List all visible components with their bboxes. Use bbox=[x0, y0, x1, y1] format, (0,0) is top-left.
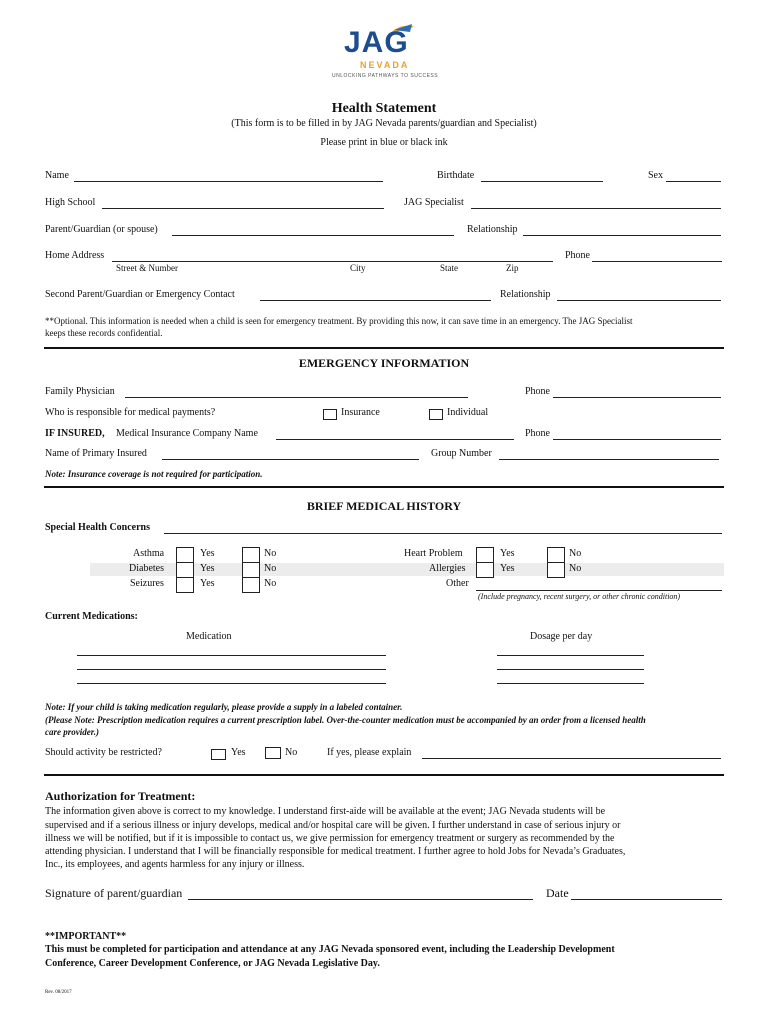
emergency-heading: EMERGENCY INFORMATION bbox=[298, 356, 470, 370]
restrict-yes-checkbox[interactable] bbox=[211, 749, 226, 760]
logo-sub: NEVADA bbox=[360, 60, 410, 70]
name-field[interactable] bbox=[74, 181, 383, 182]
insurance-note: Note: Insurance coverage is not required for participation. bbox=[45, 469, 263, 479]
logo-tagline: UNLOCKING PATHWAYS TO SUCCESS bbox=[332, 73, 439, 79]
condition-label: Heart Problem bbox=[404, 548, 463, 559]
name-label: Name bbox=[45, 170, 69, 181]
restrict-yes-label: Yes bbox=[231, 747, 246, 758]
yes-label: Yes bbox=[500, 563, 515, 574]
physician-phone-field[interactable] bbox=[553, 397, 721, 398]
important-text-2: Conference, Career Development Conference, or JAG Nevada Legislative Day. bbox=[45, 958, 380, 969]
sex-field[interactable] bbox=[666, 181, 721, 182]
yes-label: Yes bbox=[200, 548, 215, 559]
asthma-yes-box[interactable] bbox=[176, 547, 194, 563]
medication-field[interactable] bbox=[77, 655, 386, 656]
group-number-field[interactable] bbox=[499, 459, 719, 460]
no-label: No bbox=[569, 563, 582, 574]
authorization-text-2: supervised and if a serious illness or injury develops, medical and/or hospital care will be given. I further understand in case of serious injury or bbox=[45, 820, 621, 831]
individual-label: Individual bbox=[447, 407, 489, 418]
yes-label: Yes bbox=[200, 578, 215, 589]
primary-insured-field[interactable] bbox=[162, 459, 419, 460]
authorization-text-3: illness we will be notified, but if it is impossible to contact us, we give permission for emergency treatment or surgery as recommended by the bbox=[45, 833, 615, 844]
dosage-field[interactable] bbox=[497, 669, 644, 670]
optional-note-cont: keeps these records confidential. bbox=[45, 328, 163, 338]
state-caption: State bbox=[440, 263, 458, 273]
date-label: Date bbox=[546, 886, 569, 900]
zip-caption: Zip bbox=[506, 263, 519, 273]
home-phone-label: Phone bbox=[565, 250, 590, 261]
authorization-text-4: attending physician. I understand that I will be financially responsible for medical treatment. I further agree to hold Jobs for Nevada’s Graduates, bbox=[45, 846, 626, 857]
heart-no-box[interactable] bbox=[547, 547, 565, 563]
authorization-heading: Authorization for Treatment: bbox=[45, 789, 196, 803]
explain-field[interactable] bbox=[422, 758, 721, 759]
home-phone-field[interactable] bbox=[592, 261, 722, 262]
birthdate-label: Birthdate bbox=[437, 170, 475, 181]
other-condition-field[interactable] bbox=[476, 590, 722, 591]
logo-brand: JAG bbox=[344, 26, 409, 59]
optional-note: **Optional. This information is needed when a child is seen for emergency treatment. By providing this now, it can save time in an emergency. The JAG Specialist bbox=[45, 316, 633, 326]
insurance-company-label: Medical Insurance Company Name bbox=[116, 428, 258, 439]
medication-header: Medication bbox=[186, 631, 232, 642]
special-concerns-label: Special Health Concerns bbox=[45, 522, 150, 533]
seizures-no-box[interactable] bbox=[242, 577, 260, 593]
authorization-text-5: Inc., its employees, and agents harmless for any injury or illness. bbox=[45, 859, 305, 870]
medications-title: Current Medications: bbox=[45, 611, 138, 622]
allergies-yes-box[interactable] bbox=[476, 562, 494, 578]
signature-label: Signature of parent/guardian bbox=[45, 886, 183, 900]
insurance-phone-label: Phone bbox=[525, 428, 550, 439]
city-caption: City bbox=[350, 263, 366, 273]
important-title: **IMPORTANT** bbox=[45, 931, 127, 942]
yes-label: Yes bbox=[500, 548, 515, 559]
medication-note: Note: If your child is taking medication regularly, please provide a supply in a labeled container. bbox=[45, 702, 403, 712]
revision-date: Rev. 08/2017 bbox=[45, 990, 72, 995]
ink-instruction: Please print in blue or black ink bbox=[320, 137, 448, 148]
prescription-note-cont: care provider.) bbox=[45, 727, 99, 737]
section-divider bbox=[44, 486, 724, 488]
dosage-field[interactable] bbox=[497, 683, 644, 684]
condition-label: Seizures bbox=[130, 578, 164, 589]
relationship2-field[interactable] bbox=[557, 300, 721, 301]
insurance-checkbox[interactable] bbox=[323, 409, 337, 420]
physician-label: Family Physician bbox=[45, 386, 115, 397]
individual-checkbox[interactable] bbox=[429, 409, 443, 420]
yes-label: Yes bbox=[200, 563, 215, 574]
dosage-header: Dosage per day bbox=[530, 631, 593, 642]
high-school-label: High School bbox=[45, 197, 96, 208]
relationship-field[interactable] bbox=[523, 235, 721, 236]
specialist-field[interactable] bbox=[471, 208, 721, 209]
group-number-label: Group Number bbox=[431, 448, 492, 459]
section-divider bbox=[44, 347, 724, 349]
explain-label: If yes, please explain bbox=[327, 747, 412, 758]
high-school-field[interactable] bbox=[102, 208, 384, 209]
second-parent-field[interactable] bbox=[260, 300, 491, 301]
relationship2-label: Relationship bbox=[500, 289, 551, 300]
page-subtitle: (This form is to be filled in by JAG Nevada parents/guardian and Specialist) bbox=[231, 118, 537, 129]
primary-insured-label: Name of Primary Insured bbox=[45, 448, 147, 459]
insurance-company-field[interactable] bbox=[276, 439, 514, 440]
no-label: No bbox=[569, 548, 582, 559]
no-label: No bbox=[264, 563, 277, 574]
parent-label: Parent/Guardian (or spouse) bbox=[45, 224, 158, 235]
date-field[interactable] bbox=[571, 899, 722, 900]
restrict-no-checkbox[interactable] bbox=[265, 747, 281, 759]
if-insured-label: IF INSURED, bbox=[45, 428, 105, 439]
special-concerns-field[interactable] bbox=[164, 533, 722, 534]
jag-logo bbox=[332, 20, 440, 82]
condition-label: Asthma bbox=[133, 548, 165, 559]
home-address-field[interactable] bbox=[112, 261, 553, 262]
sex-label: Sex bbox=[648, 170, 663, 181]
physician-phone-label: Phone bbox=[525, 386, 550, 397]
condition-label: Allergies bbox=[429, 563, 466, 574]
important-text-1: This must be completed for participation and attendance at any JAG Nevada sponsored event, including the Leadership Development bbox=[45, 944, 615, 955]
medication-field[interactable] bbox=[77, 669, 386, 670]
diabetes-yes-box[interactable] bbox=[176, 562, 194, 578]
relationship-label: Relationship bbox=[467, 224, 518, 235]
page-title: Health Statement bbox=[331, 101, 437, 116]
birthdate-field[interactable] bbox=[481, 181, 603, 182]
prescription-note: (Please Note: Prescription medication requires a current prescription label. Over-the-counter medication must be accompanied by an order from a licensed health bbox=[45, 715, 646, 725]
section-divider bbox=[44, 774, 724, 776]
restrict-question: Should activity be restricted? bbox=[45, 747, 162, 758]
heart-yes-box[interactable] bbox=[476, 547, 494, 563]
dosage-field[interactable] bbox=[497, 655, 644, 656]
no-label: No bbox=[264, 548, 277, 559]
restrict-no-label: No bbox=[285, 747, 298, 758]
condition-label: Diabetes bbox=[129, 563, 164, 574]
second-parent-label: Second Parent/Guardian or Emergency Contact bbox=[45, 289, 235, 300]
parent-field[interactable] bbox=[172, 235, 454, 236]
diabetes-no-box[interactable] bbox=[242, 562, 260, 578]
authorization-text-1: The information given above is correct to my knowledge. I understand first-aide will be available at the event; JAG Nevada students will be bbox=[45, 806, 606, 817]
history-heading: BRIEF MEDICAL HISTORY bbox=[306, 499, 462, 513]
allergies-no-box[interactable] bbox=[547, 562, 565, 578]
signature-field[interactable] bbox=[188, 899, 533, 900]
payment-question: Who is responsible for medical payments? bbox=[45, 407, 216, 418]
asthma-no-box[interactable] bbox=[242, 547, 260, 563]
medication-field[interactable] bbox=[77, 683, 386, 684]
insurance-label: Insurance bbox=[341, 407, 380, 418]
home-address-label: Home Address bbox=[45, 250, 105, 261]
street-caption: Street & Number bbox=[116, 263, 178, 273]
other-note: (Include pregnancy, recent surgery, or other chronic condition) bbox=[478, 592, 681, 601]
physician-field[interactable] bbox=[125, 397, 468, 398]
insurance-phone-field[interactable] bbox=[553, 439, 721, 440]
no-label: No bbox=[264, 578, 277, 589]
condition-label: Other bbox=[446, 578, 469, 589]
specialist-label: JAG Specialist bbox=[404, 197, 464, 208]
seizures-yes-box[interactable] bbox=[176, 577, 194, 593]
